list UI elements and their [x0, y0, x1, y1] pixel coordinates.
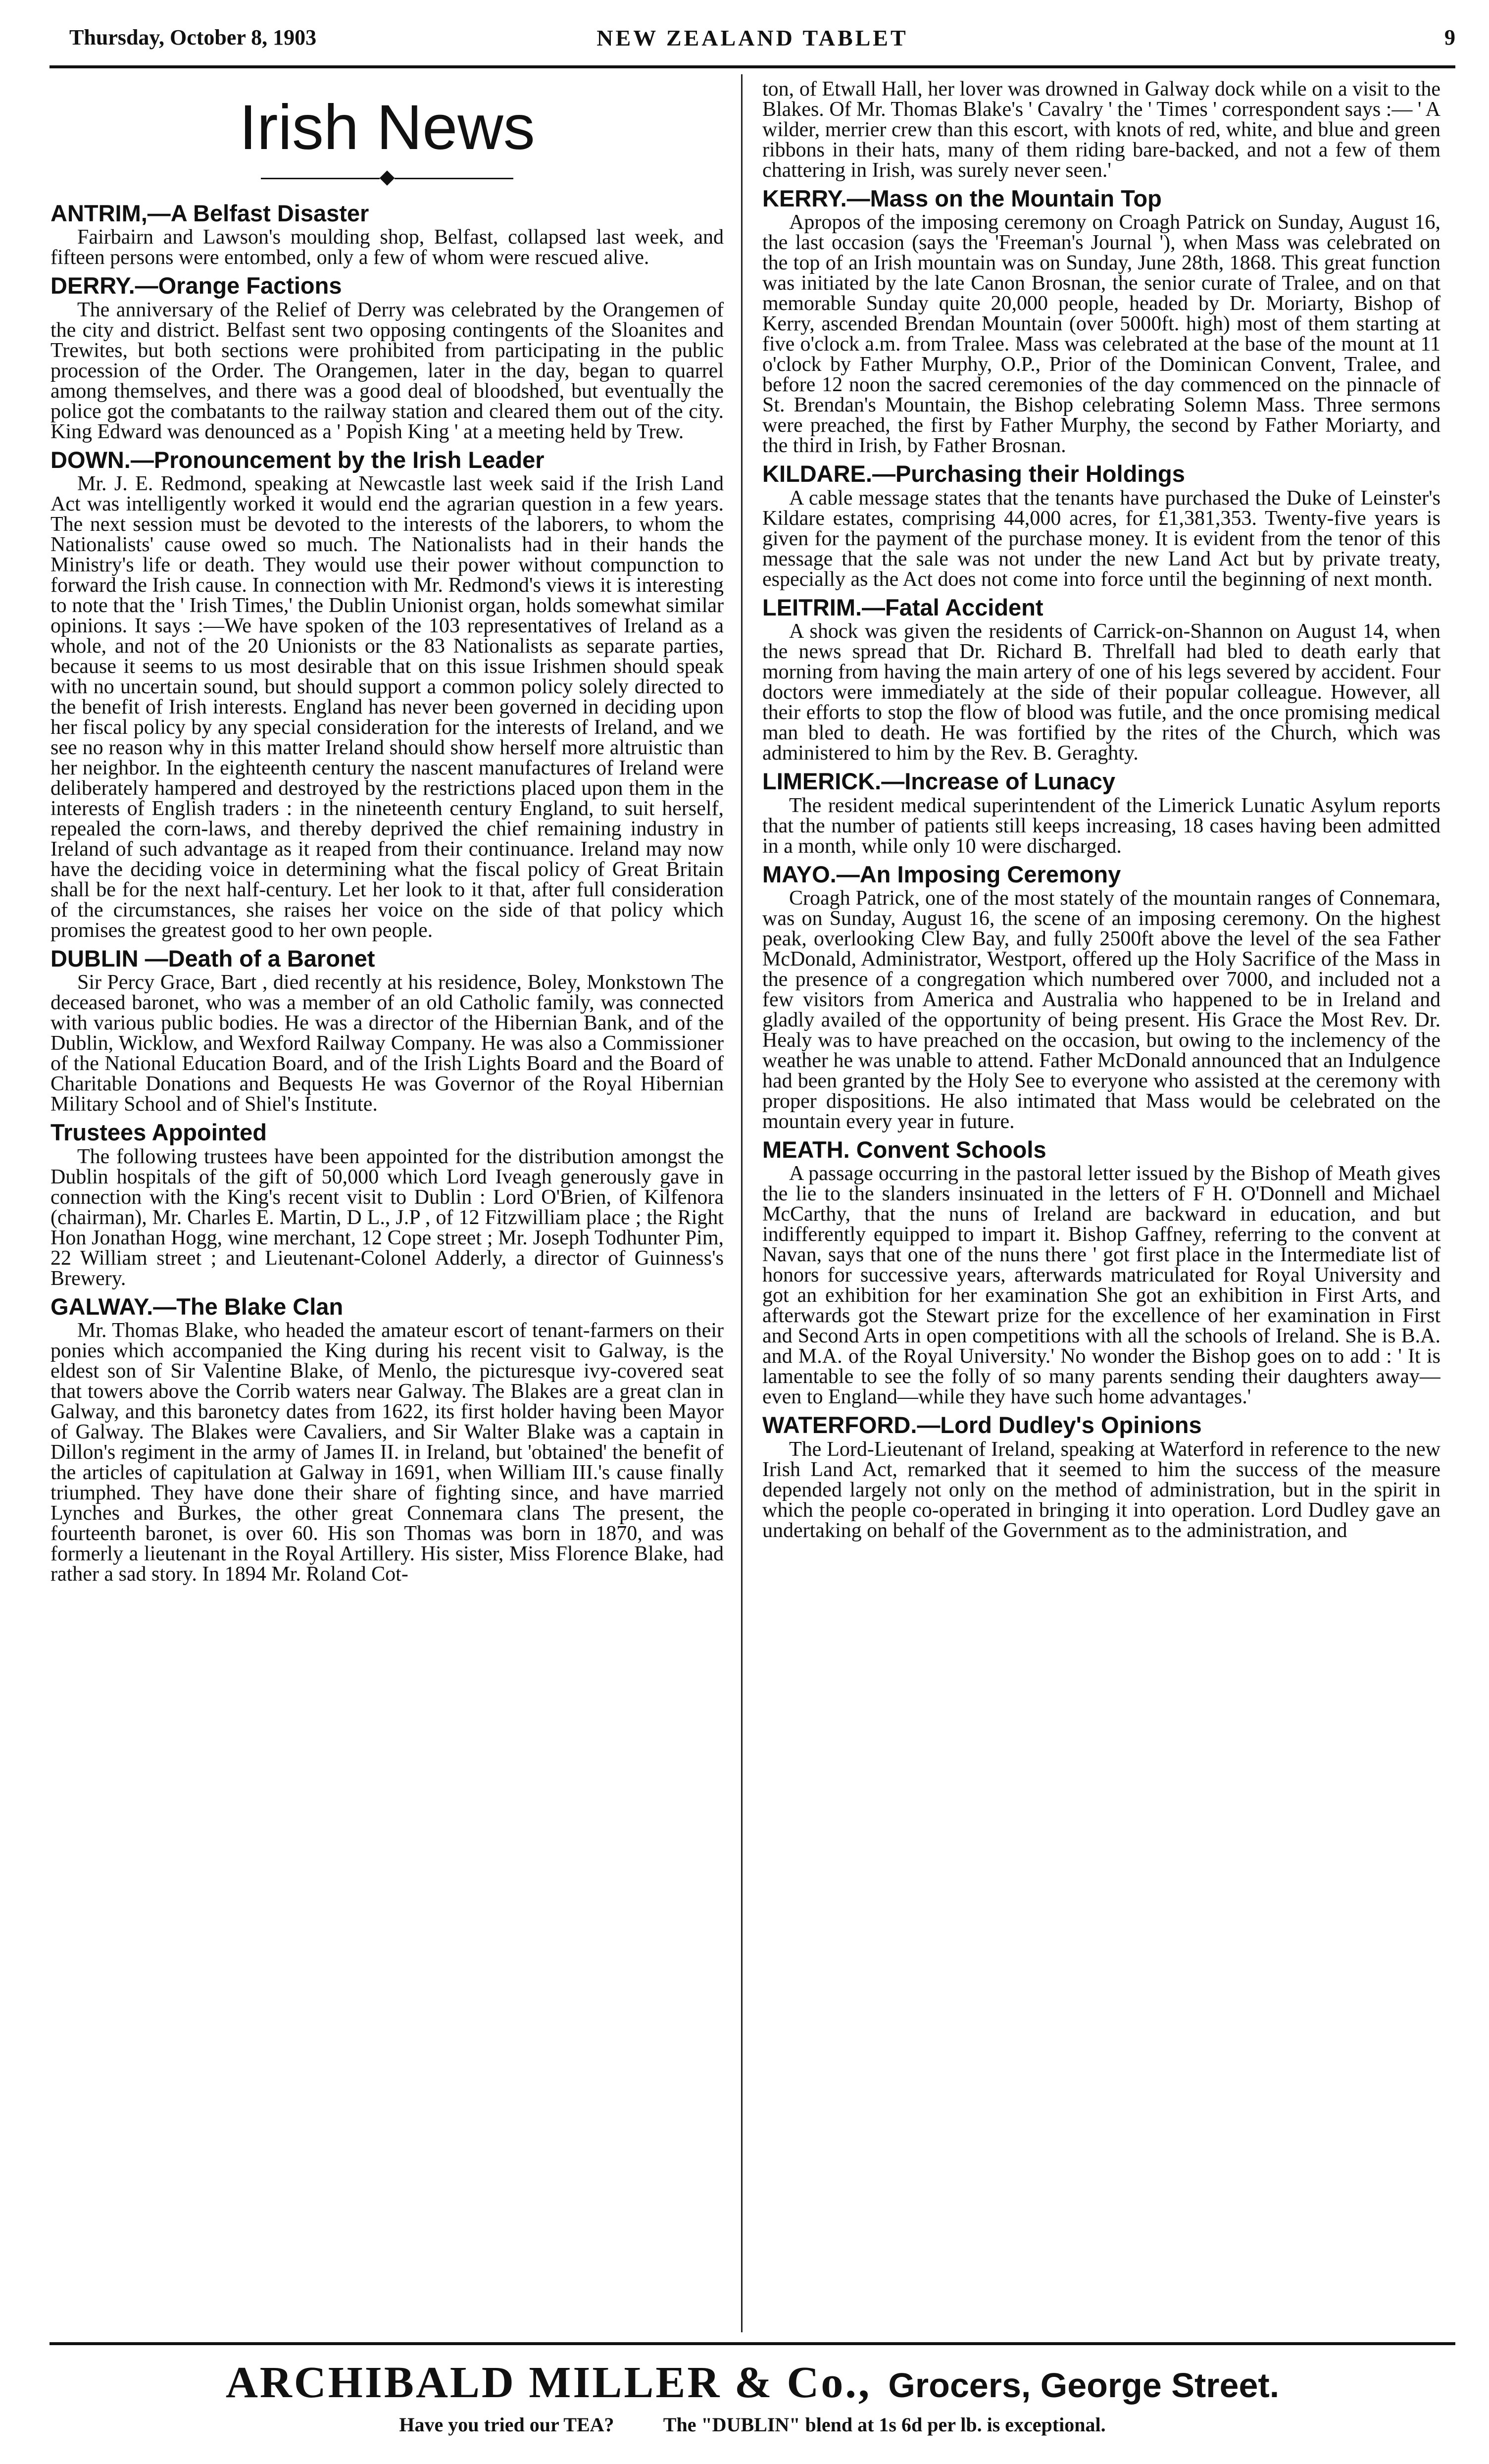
- story-body: ton, of Etwall Hall, her lover was drowned in Galway dock while on a visit to the Blakes. Of Mr. Thomas Blake's ' Cavalry ' the ' Times ' correspondent says :— ' A wilder, merrier crew than this escort, with knots of red, white, and blue and green ribbons in their hats, many of them riding bare-backed, and not a few of them chattering in Irish, was surely never seen.': [762, 79, 1440, 182]
- right-column: [762, 79, 1440, 2332]
- masthead: [50, 20, 1455, 68]
- advert-firm-name: ARCHIBALD MILLER & Co.,: [225, 2358, 872, 2407]
- story-headline: ANTRIM,—A Belfast Disaster: [50, 200, 369, 226]
- story-limerick: [762, 768, 1440, 856]
- left-column: [50, 79, 724, 2332]
- story-headline: KERRY.—Mass on the Mountain Top: [762, 185, 1162, 211]
- story-body: The following trustees have been appointed for the distribution amongst the Dublin hospitals of the gift of 50,000 which Lord Iveagh generously gave in connection with the King's recent visit to Dublin : Lord O'Brien, of Kilfenora (chairman), Mr. Charles E. Martin, D L., J.P , of 12 Fitzwilliam place ; the Right Hon Jonathan Hogg, wine merchant, 12 Cope street ; Mr. Joseph Todhunter Pim, 22 William street ; and Lieutenant-Colonel Adderly, a director of Guinness's Brewery.: [50, 1145, 724, 1290]
- story-body: Sir Percy Grace, Bart , died recently at his residence, Boley, Monkstown The deceased baronet, who was a member of an old Catholic family, was connected with various public bodies. He was a director of the Hibernian Bank, and of the Dublin, Wicklow, and Wexford Railway Company. He was also a Commissioner of the National Education Board, and of the Irish Lights Board and the Board of Charitable Donations and Bequests He was Governor of the Royal Hibernian Military School and of Shiel's Institute.: [50, 971, 724, 1116]
- story-headline: Trustees Appointed: [50, 1119, 267, 1146]
- story-waterford: [762, 1411, 1440, 1540]
- advert-tagline: Have you tried our TEA?: [399, 2413, 614, 2436]
- story-headline: KILDARE.—Purchasing their Holdings: [762, 461, 1185, 487]
- column-divider: [741, 74, 743, 2332]
- story-kerry: [762, 185, 1440, 456]
- story-body: The resident medical superintendent of the Limerick Lunatic Asylum reports that the number of patients still keeps increasing, 18 cases having been admitted in a month, while only 10 were discharged.: [762, 794, 1440, 858]
- advertisement-banner: [50, 2342, 1455, 2454]
- advert-offer: The "DUBLIN" blend at 1s 6d per lb. is exceptional.: [663, 2413, 1106, 2436]
- story-down: [50, 446, 724, 941]
- story-body: Croagh Patrick, one of the most stately of the mountain ranges of Connemara, was on Sunday, August 16, the scene of an imposing ceremony. On the highest peak, overlooking Clew Bay, and fully 2500ft above the level of the sea Father McDonald, Administrator, Westport, offered up the Holy Sacrifice of the Mass in the presence of a congregation which numbered over 7000, and included not a few visitors from America and Australia who happened to be in Ireland and gladly availed of the opportunity of being present. His Grace the Most Rev. Dr. Healy was to have preached on the occasion, but owing to the inclemency of the weather he was unable to attend. Father McDonald announced that an Indulgence had been granted by the Holy See to everyone who assisted at the ceremony with proper dispositions. He also intimated that Mass would be celebrated on the mountain every year in future.: [762, 886, 1440, 1133]
- story-headline: LIMERICK.—Increase of Lunacy: [762, 768, 1115, 795]
- story-headline: GALWAY.—The Blake Clan: [50, 1293, 344, 1320]
- story-headline: MAYO.—An Imposing Ceremony: [762, 861, 1121, 887]
- story-body: Mr. Thomas Blake, who headed the amateur escort of tenant-farmers on their ponies which accompanied the King during his recent visit to Galway, is the eldest son of Sir Valentine Blake, of Menlo, the picturesque ivy-covered seat that towers above the Corrib waters near Galway. The Blakes are a great clan in Galway, and this baronetcy dates from 1622, its first holder having been Mayor of Galway. The Blakes were Cavaliers, and Sir Walter Blake was a captain in Dillon's regiment in the army of James II. in Ireland, but 'obtained' the benefit of the articles of capitulation at Galway in 1691, when William III.'s cause finally triumphed. They have done their share of fighting since, and have married Lynches and Burkes, the other great Connemara clans The present, the fourteenth baronet, is over 60. His son Thomas was born in 1870, and was formerly a lieutenant in the Royal Artillery. His sister, Miss Florence Blake, had rather a sad story. In 1894 Mr. Roland Cot-: [50, 1319, 724, 1586]
- issue-date: Thursday, October 8, 1903: [69, 25, 317, 50]
- section-title: Irish News: [239, 92, 535, 163]
- title-ornament: [50, 167, 724, 187]
- story-derry: [50, 272, 724, 442]
- page-number: 9: [1444, 25, 1455, 50]
- story-body: Mr. J. E. Redmond, speaking at Newcastle last week said if the Irish Land Act was intelligently worked it would end the agrarian question in a few years. The next session must be devoted to the interests of the laborers, to whom the Nationalists' cause owed so much. The Nationalists had in their hands the Ministry's life or death. They would use their power without compunction to forward the Irish cause. In connection with Mr. Redmond's views it is interesting to note that the ' Irish Times,' the Dublin Unionist organ, holds somewhat similar opinions. It says :—We have spoken of the 103 representatives of Ireland as a whole, and not of the 20 Unionists or the 83 Nationalists as separate parties, because it seems to us most desirable that on this issue Irishmen should speak with no uncertain sound, but should support a common policy solely directed to the benefit of Irish interests. England has never been governed in deciding upon her fiscal policy by any special consideration for the interests of Ireland, and we see no reason why in this matter Ireland should show herself more altruistic than her neighbor. In the eighteenth century the nascent manufactures of Ireland were deliberately hampered and destroyed by the restrictions placed upon them in the interests of English traders : in the nineteenth century England, to suit herself, repealed the corn-laws, and thereby deprived the chief remaining industry in Ireland of such advantage as it reaped from their continuance. Ireland may now have the deciding voice in determining what the fiscal policy of Great Britain shall be for the next half-century. Let her look to it that, after full consideration of the circumstances, she raises her voice on the side of that policy which promises the greatest good to her own people.: [50, 472, 724, 942]
- story-body: The Lord-Lieutenant of Ireland, speaking at Waterford in reference to the new Irish Land Act, remarked that it seemed to him the success of the measure depended largely not only on the method of administration, but in the spirit in which the people co-operated in bringing it into operation. Lord Dudley gave an undertaking on behalf of the Government as to the administration, and: [762, 1437, 1440, 1542]
- story-trustees: [50, 1119, 724, 1288]
- story-body: A shock was given the residents of Carrick-on-Shannon on August 14, when the news spread that Dr. Richard B. Threlfall had bled to death early that morning from having the main artery of one of his legs severed by accident. Four doctors were immediately at the side of their popular colleague. However, all their efforts to stop the flow of blood was futile, and the once promising medical man bled to death. He was fortified by the rites of the Church, which was administered to him by the Rev. B. Geraghty.: [762, 620, 1440, 765]
- story-body: A passage occurring in the pastoral letter issued by the Bishop of Meath gives the lie to the slanders insinuated in the letters of F H. O'Donnell and Michael McCarthy, that the nuns of Ireland are backward in education, and but indifferently equipped to impart it. Bishop Gaffney, referring to the convent at Navan, says that one of the nuns there ' got first place in the Intermediate list of honors for successive years, afterwards matriculated for Royal University and got an exhibition for her examination She got an exhibition in First Arts, and afterwards got the Stewart prize for the excellence of her examination in First and Second Arts in open competitions with all the schools of Ireland. She is B.A. and M.A. of the Royal University.' No wonder the Bishop goes on to add : ' It is lamentable to see the folly of so many parents sending their daughters away—even to England—while they have such home advantages.': [762, 1162, 1440, 1409]
- story-headline: DERRY.—Orange Factions: [50, 272, 342, 299]
- story-dublin: [50, 945, 724, 1115]
- story-galway: [50, 1293, 724, 1585]
- story-body: The anniversary of the Relief of Derry was celebrated by the Orangemen of the city and district. Belfast sent two opposing contingents of the Sloanites and Trewites, but both sections were prohibited from participating in the public procession of the Order. The Orangemen, later in the day, began to quarrel among themselves, and there was a good deal of bloodshed, but eventually the police got the combatants to the railway station and cleared them out of the city. King Edward was denounced as a ' Popish King ' at a meeting held by Trew.: [50, 298, 724, 443]
- story-headline: WATERFORD.—Lord Dudley's Opinions: [762, 1412, 1202, 1438]
- story-body: A cable message states that the tenants have purchased the Duke of Leinster's Kildare estates, comprising 44,000 acres, for £1,381,353. Twenty-five years is given for the payment of the purchase money. It is evident from the tenor of this message that the sale was not under the new Land Act but by private treaty, especially as the Act does not come into force until the beginning of next month.: [762, 486, 1440, 591]
- diamond-ornament-icon: ◆: [379, 165, 395, 188]
- advert-trade: Grocers, George Street.: [888, 2366, 1280, 2405]
- story-leitrim: [762, 594, 1440, 764]
- story-mayo: [762, 861, 1440, 1132]
- story-kildare: [762, 460, 1440, 589]
- story-body: Apropos of the imposing ceremony on Croagh Patrick on Sunday, August 16, the last occasion (says the 'Freeman's Journal '), when Mass was celebrated on the top of an Irish mountain was on Sunday, June 28th, 1868. This great function was initiated by the late Canon Brosnan, the senior curate of Tralee, and on that memorable Sunday quite 20,000 people, headed by Dr. Moriarty, Bishop of Kerry, ascended Brendan Mountain (over 5000ft. high) most of them starting at five o'clock a.m. from Tralee. Mass was celebrated at the base of the mount at 11 o'clock by Father Murphy, O.P., Prior of the Dominican Convent, Tralee, and before 12 noon the sacred ceremonies of the day commenced on the pinnacle of St. Brendan's Mountain, the Bishop celebrating Solemn Mass. Three sermons were preached, the first by Father Murphy, the second by Father Moriarty, and the third in Irish, by Father Brosnan.: [762, 211, 1440, 458]
- story-headline: LEITRIM.—Fatal Accident: [762, 594, 1043, 620]
- story-galway-continued: [762, 79, 1440, 181]
- story-body: Fairbairn and Lawson's moulding shop, Belfast, collapsed last week, and fifteen persons were entombed, only a few of whom were rescued alive.: [50, 226, 724, 269]
- story-headline: DUBLIN —Death of a Baronet: [50, 945, 375, 972]
- story-meath: [762, 1136, 1440, 1407]
- story-antrim: [50, 200, 724, 268]
- story-headline: DOWN.—Pronouncement by the Irish Leader: [50, 446, 545, 473]
- story-headline: MEATH. Convent Schools: [762, 1136, 1046, 1163]
- paper-title: NEW ZEALAND TABLET: [596, 25, 908, 51]
